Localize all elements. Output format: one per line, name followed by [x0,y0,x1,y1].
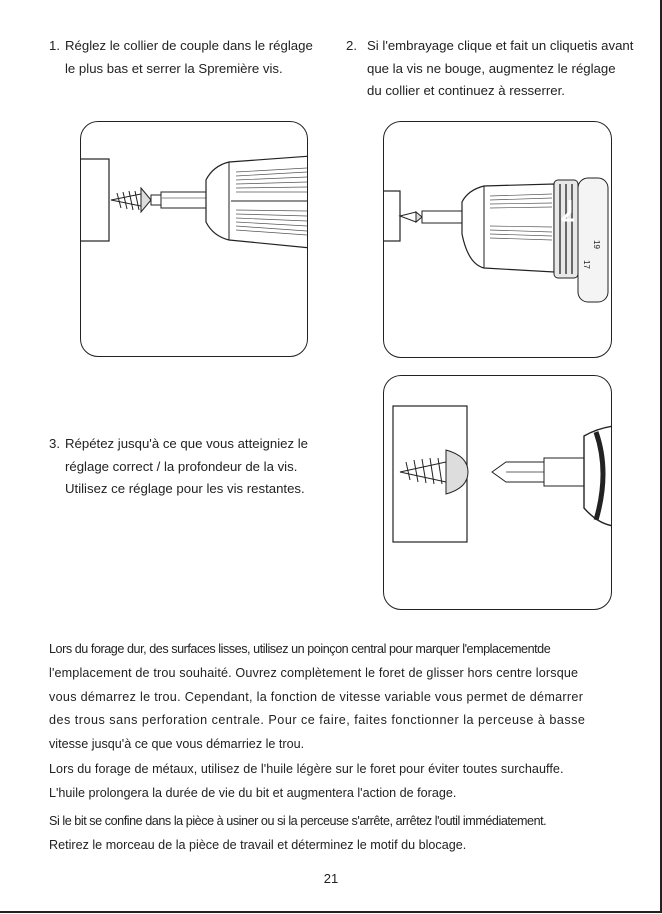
step-number: 2. [346,38,357,53]
step-line: Réglez le collier de couple dans le réglage [65,38,313,53]
collar-mark-19: 19 [592,240,601,249]
step-line: Répétez jusqu'à ce que vous atteigniez le [65,436,308,451]
drill-screw-illustration-icon [81,122,307,356]
drill-clutch-collar-illustration-icon [384,122,611,357]
step-line: que la vis ne bouge, augmentez le réglage [367,60,616,76]
paragraph-line: L'huile prolongera la durée de vie du bit et augmentera l'action de forage. [49,785,457,800]
step-line: réglage correct / la profondeur de la vis. [65,458,298,474]
paragraph-line: Si le bit se confine dans la pièce à usiner ou si la perceuse s'arrête, arrêtez l'outil immédiatement. [49,814,547,828]
step-line: Si l'embrayage clique et fait un cliquetis avant [367,38,634,53]
step-line: du collier et continuez à resserrer. [367,83,565,98]
paragraph-line: Retirez le morceau de la pièce de travail et déterminez le motif du blocage. [49,837,467,852]
step-line: Utilisez ce réglage pour les vis restantes. [65,481,305,496]
figure-screw-closeup [383,375,612,610]
paragraph-metal [49,758,616,806]
paragraph-line: Lors du forage dur, des surfaces lisses, utilisez un poinçon central pour marquer l'emplacementde [49,642,551,656]
paragraph-line: des trous sans perforation centrale. Pour ce faire, faites fonctionner la perceuse à basse [49,713,586,728]
paragraph-line: Lors du forage de métaux, utilisez de l'huile légère sur le foret pour éviter toutes surchauffe. [49,762,564,776]
step-line: le plus bas et serrer la Spremière vis. [65,60,283,76]
paragraph-bit-jam [49,810,616,858]
collar-mark-17: 17 [582,260,591,269]
paragraph-line: l'emplacement de trou souhaité. Ouvrez complètement le foret de glisser hors centre lorsque [49,665,579,680]
step-number: 1. [49,38,60,53]
step-number: 3. [49,436,60,451]
paragraph-hard-surface [49,638,616,757]
figure-drill-lowest-setting [80,121,308,357]
screw-and-bit-closeup-illustration-icon [384,376,611,609]
paragraph-line: vitesse jusqu'à ce que vous démarriez le trou. [49,737,305,752]
figure-drill-clutch-collar [383,121,612,358]
paragraph-line: vous démarrez le trou. Cependant, la fonction de vitesse variable vous permet de démarrer [49,689,584,704]
page-number: 21 [323,871,339,886]
